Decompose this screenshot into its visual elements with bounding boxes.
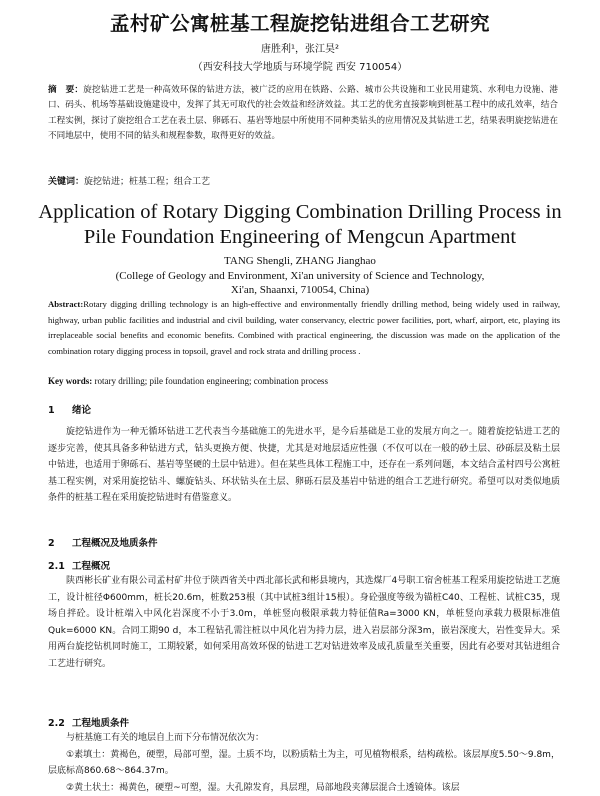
- section-2-1-title: 工程概况: [72, 561, 111, 572]
- section-2-title: 工程概况及地质条件: [72, 538, 158, 549]
- paper-title-en-line1: Application of Rotary Digging Combination Drilling Process in: [38, 201, 562, 223]
- section-2-heading: [48, 535, 158, 549]
- paper-title-cn: 孟村矿公寓桩基工程旋挖钻进组合工艺研究: [109, 12, 490, 35]
- section-2-2-item-1: ①素填土：黄褐色，硬塑，局部可塑，湿。土质不均，以粉质粘土为主，可见植物根系，结构疏松。该层厚度5.50～9.8m，层底标高860.68～864.37m。: [48, 749, 560, 777]
- paper-title-en: [0, 200, 600, 250]
- authors-en: TANG Shengli, ZHANG Jianghao: [224, 255, 376, 267]
- section-2-1-body: [48, 573, 560, 673]
- keywords-en: [48, 376, 560, 386]
- abstract-en-text: Rotary digging drilling technology is an high-effective and environmentally friendly drilling method, being widely used in railway, highway, urban public facilities and industrial and civil building, water conservancy, electric power facilities, port, wharf, airport, etc, playing its irreplaceable social benefits and economic benefits. Combined with practical engineering, the discussion was made on the application of the combination rotary digging process in topsoil, gravel and rock strata and drilling process .: [48, 299, 560, 356]
- authors-cn: 唐胜利¹，张江昊²: [260, 44, 340, 55]
- keywords-en-text: rotary drilling; pile foundation engineering; combination process: [94, 376, 328, 386]
- abstract-cn-text: 旋挖钻进工艺是一种高效环保的钻进方法，被广泛的应用在铁路、公路、城市公共设施和工业民用建筑、水利电力设施、港口、码头、机场等基础设施建设中，发挥了其无可取代的社会效益和经济效益。其工艺的优劣直接影响到桩基工程中的成孔效率，结合工程实例，探讨了旋挖组合工艺在表土层、卵砾石、基岩等地层中所使用不同种类钻头的应用情况及其钻进工艺，结果表明旋挖钻进在不同地层中，使用不同的钻头和规程参数，取得更好的效益。: [48, 85, 558, 142]
- affiliation-en-line1: (College of Geology and Environment, Xi'an university of Science and Technology,: [115, 270, 485, 282]
- section-2-1-heading: [48, 558, 110, 572]
- keywords-cn: [48, 174, 558, 187]
- section-2-2-title: 工程地质条件: [72, 718, 130, 729]
- keywords-en-label: Key words:: [48, 376, 93, 386]
- abstract-en: [48, 297, 560, 359]
- section-1-number: 1: [48, 405, 55, 416]
- paper-title-en-line2: Pile Foundation Engineering of Mengcun Apartment: [83, 226, 517, 248]
- abstract-cn: [48, 83, 558, 145]
- section-2-2-item-2: ②黄土状土：褐黄色，硬塑~可塑，湿。大孔隙发育，具层理，局部地段夹薄层混合土透镜体。该层: [66, 782, 460, 793]
- section-2-2-number: 2.2: [48, 718, 65, 729]
- section-1-heading: [48, 402, 91, 416]
- abstract-en-label: Abstract:: [48, 299, 84, 309]
- abstract-cn-label: 摘 要：: [48, 85, 84, 95]
- section-1-body: [48, 424, 560, 507]
- section-2-1-number: 2.1: [48, 561, 65, 572]
- section-2-1-paragraph: 陕西彬长矿业有限公司孟村矿井位于陕西省关中西北部长武和彬县境内，其选煤厂4号职工宿舍桩基工程采用旋挖钻进工艺施工，设计桩径Φ600mm，桩长20.6m，桩数253根（其中试桩3组计15根）。身砼强度等级为锚桩C40、工程桩、试桩C35，现场自拌砼。设计桩端入中风化岩深度不小于3.0m，单桩竖向极限承载力特征值Ra=3000 KN，单桩竖向承载力极限标准值Quk=6000 KN。合同工期90 d，本工程钻孔需注桩以中风化岩为持力层，进入岩层部分深3m，嵌岩深度大，岩性变异大。采用两台旋挖钻机同时施工，工期较紧，如何采用高效环保的钻进工艺对钻进效率及成孔质量至关重要，因此有必要对其钻进组合工艺进行研究。: [48, 576, 560, 669]
- keywords-cn-text: 旋挖钻进；桩基工程；组合工艺: [84, 177, 211, 187]
- section-2-2-heading: [48, 715, 129, 729]
- affiliation-en-line2: Xi'an, Shaanxi, 710054, China): [230, 284, 370, 296]
- keywords-cn-label: 关键词：: [48, 177, 85, 187]
- section-1-title: 绪论: [72, 405, 92, 416]
- section-2-number: 2: [48, 538, 55, 549]
- section-2-2-intro: 与桩基施工有关的地层自上而下分布情况依次为：: [66, 733, 265, 743]
- section-1-paragraph: 旋挖钻进作为一种无循环钻进工艺代表当今基础施工的先进水平，是今后基础是工业的发展方向之一。随着旋挖钻进工艺的逐步完善，使其具备多种钻进方式，钻头更换方便、快捷，尤其是对地层适应性强（不仅可以在一般的砂土层、砂砾层及粘土层中钻进，也适用于卵砾石、基岩等坚硬的土层中钻进）。但在某些具体工程施工中，还存在一系列问题，本文结合孟村四号公寓桩基工程实例，对采用旋挖钻斗、螺旋钻头、环状钻头在土层、卵砾石层及基岩中钻进的组合工艺进行研究。希望可以对类似地质条件的桩基工程在采用旋挖钻进时有借鉴意义。: [48, 427, 560, 504]
- section-2-2-body: [48, 730, 560, 796]
- affiliation-cn: （西安科技大学地质与环境学院 西安 710054）: [192, 62, 408, 73]
- affiliation-en: [0, 269, 600, 297]
